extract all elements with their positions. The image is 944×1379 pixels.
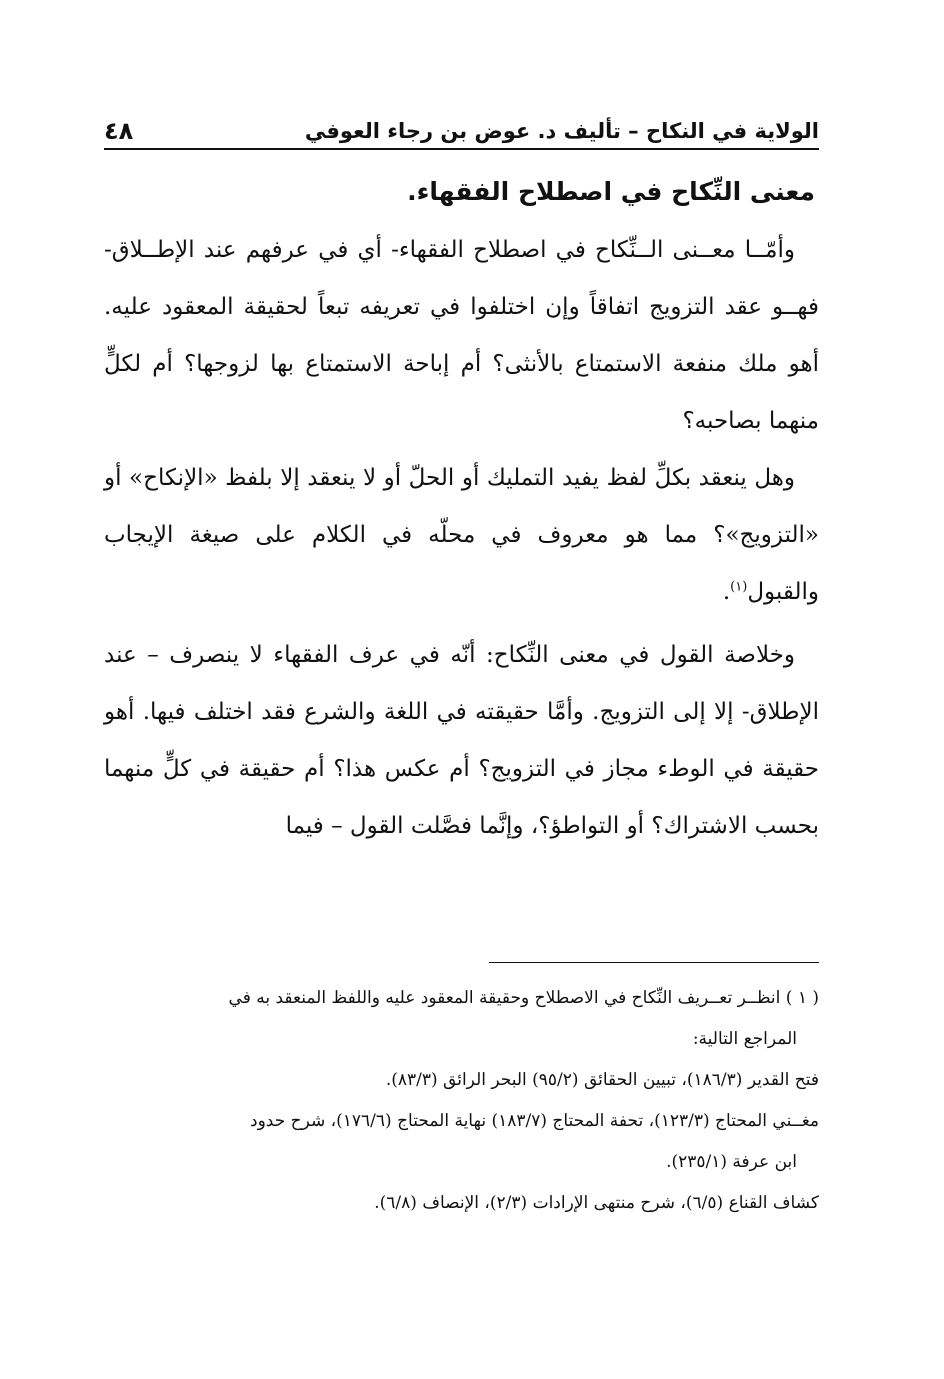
paragraph-1: وأمّــا معــنى الــنِّكاح في اصطلاح الفقهاء- أي في عرفهم عند الإطــلاق- فهــو عقد التزويج اتفاقاً وإن اختلفوا في تعريفه تبعاً لحقيقة المعقود عليه. أهو ملك منفعة الاستمتاع بالأنثى؟ أم إباحة الاستمتاع بها لزوجها؟ أم لكلٍّ منهما بصاحبه؟ <box>104 237 819 434</box>
footnotes <box>104 978 819 1224</box>
footnote-reference-3: كشاف القناع (٦/٥)، شرح منتهى الإرادات (٢/٣)، الإنصاف (٦/٨). <box>374 1193 819 1213</box>
page-header <box>104 108 819 146</box>
footnote-1-line-1: ( ١ ) انظــر تعــريف النِّكاح في الاصطلاح وحقيقة المعقود عليه واللفظ المنعقد به في <box>228 988 819 1008</box>
footnote-reference-2-line-1: مغــني المحتاج (١٢٣/٣)، تحفة المحتاج (١٨٣/٧) نهاية المحتاج (١٧٦/٦)، شرح حدود <box>250 1111 819 1131</box>
body-text <box>104 164 819 855</box>
footnote-reference-2-line-2: ابن عرفة (٢٣٥/١). <box>666 1152 797 1172</box>
paragraph-3: وخلاصة القول في معنى النِّكاح: أنّه في عرف الفقهاء لا ينصرف – عند الإطلاق- إلا إلى التزويج. وأمَّا حقيقته في اللغة والشرع فقد اختلف فيها. أهو حقيقة في الوطء مجاز في التزويج؟ أم عكس هذا؟ أم حقيقة في كلٍّ منهما بحسب الاشتراك؟ أو التواطؤ؟، وإنَّما فصَّلت القول – فيما <box>104 642 819 839</box>
footnote-reference-2 <box>104 1101 819 1183</box>
paragraph-2-end: . <box>722 579 731 605</box>
section-heading: معنى النِّكاح في اصطلاح الفقهاء. <box>407 177 815 206</box>
page-number: ٤٨ <box>104 117 134 145</box>
footnote-1-line-2: المراجع التالية: <box>692 1029 797 1049</box>
footnote-marker[interactable]: (١) <box>730 579 748 595</box>
header-rule <box>104 148 819 150</box>
footnote-reference-1: فتح القدير (١٨٦/٣)، تبيين الحقائق (٩٥/٢) البحر الرائق (٨٣/٣). <box>385 1070 819 1090</box>
footnote-separator <box>489 962 819 963</box>
footnote-1 <box>104 978 819 1060</box>
paragraph-2-text: وهل ينعقد بكلِّ لفظ يفيد التمليك أو الحلّ أو لا ينعقد إلا بلفظ «الإنكاح» أو «التزويج»؟ مما هو معروف في محلّه في الكلام على صيغة الإيجاب والقبول <box>104 465 819 605</box>
paragraph-2 <box>104 450 819 621</box>
running-title: الولاية في النكاح – تأليف د. عوض بن رجاء العوفي <box>304 119 819 143</box>
